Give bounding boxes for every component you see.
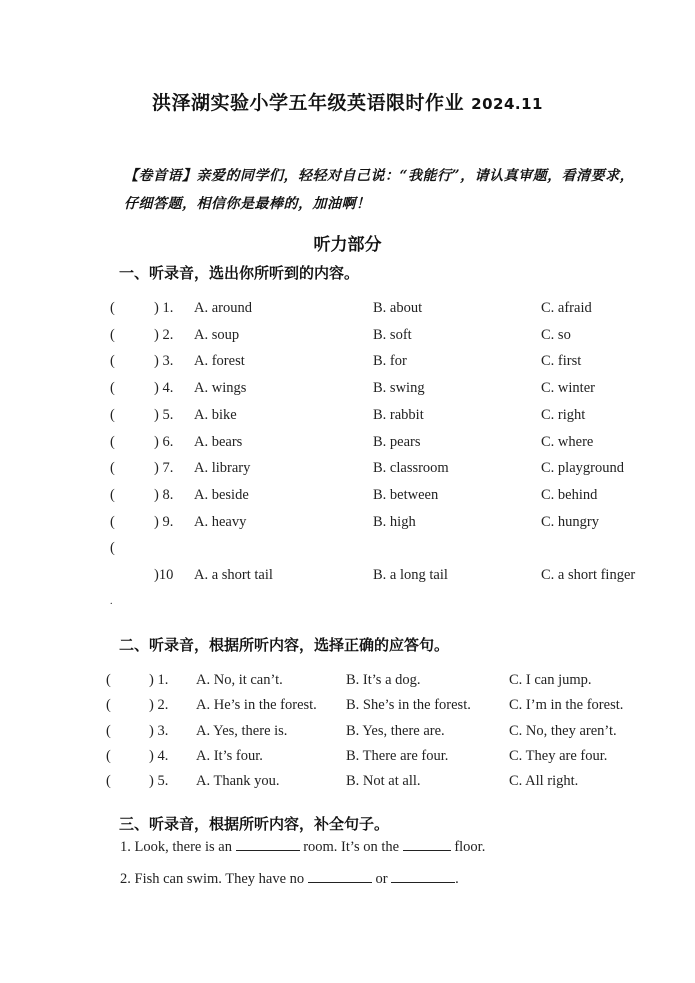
question-row	[0, 697, 695, 721]
question-number: )10	[154, 567, 174, 583]
answer-paren[interactable]: (	[106, 773, 111, 790]
question-row	[0, 327, 695, 351]
question-number: ) 1.	[154, 300, 174, 316]
blank-2[interactable]	[403, 837, 451, 851]
option-c[interactable]: C. No, they aren’t.	[509, 722, 617, 739]
option-b[interactable]: B. classroom	[373, 460, 449, 477]
answer-paren[interactable]: (	[110, 406, 115, 423]
title-text: 洪泽湖实验小学五年级英语限时作业	[152, 92, 465, 114]
option-a[interactable]: A. Thank you.	[196, 773, 280, 790]
title-year: 2024.11	[471, 95, 543, 113]
answer-paren[interactable]: (	[106, 697, 111, 714]
option-c[interactable]: C. winter	[541, 380, 595, 397]
option-a[interactable]: A. No, it can’t.	[196, 672, 283, 688]
answer-paren[interactable]: (	[106, 672, 111, 688]
option-c[interactable]: C. first	[541, 353, 582, 370]
answer-paren[interactable]: (	[106, 747, 111, 764]
question-number: ) 6.	[154, 433, 174, 450]
option-a[interactable]: A. He’s in the forest.	[196, 697, 317, 714]
answer-paren[interactable]: (	[110, 300, 115, 316]
question-number: ) 7.	[154, 460, 174, 477]
option-c[interactable]: C. behind	[541, 486, 598, 503]
option-a[interactable]: A. It’s four.	[196, 747, 263, 764]
option-b[interactable]: B. Yes, there are.	[346, 722, 445, 739]
option-b[interactable]: B. a long tail	[373, 567, 448, 583]
option-c[interactable]: C. hungry	[541, 513, 599, 530]
sentence-2-part3: .	[455, 871, 459, 887]
option-c[interactable]: C. a short finger	[541, 567, 636, 583]
question-row	[0, 773, 695, 797]
option-b[interactable]: B. for	[373, 353, 407, 370]
option-a[interactable]: A. beside	[194, 486, 249, 503]
option-b[interactable]: B. pears	[373, 433, 421, 450]
option-a[interactable]: A. wings	[194, 380, 247, 397]
option-b[interactable]: B. rabbit	[373, 406, 424, 423]
answer-paren[interactable]: (	[110, 486, 115, 503]
option-b[interactable]: B. about	[373, 300, 423, 316]
option-a[interactable]: A. soup	[194, 326, 240, 343]
question-number: ) 8.	[154, 486, 174, 503]
question-row	[0, 300, 695, 324]
sentence-2-part1: 2. Fish can swim. They have no	[120, 871, 308, 887]
option-a[interactable]: A. heavy	[194, 513, 247, 530]
question-row	[0, 460, 695, 484]
option-a[interactable]: A. bike	[194, 406, 237, 423]
option-b[interactable]: B. It’s a dog.	[346, 672, 421, 688]
option-c[interactable]: C. afraid	[541, 300, 592, 316]
answer-paren[interactable]: (	[110, 460, 115, 477]
question-number: ) 2.	[154, 326, 174, 343]
sentence-1	[120, 837, 485, 856]
section3-heading: 三、听录音，根据所听内容，补全句子。	[119, 815, 390, 833]
answer-paren[interactable]: (	[110, 513, 115, 530]
sentence-2	[120, 869, 459, 888]
sentence-2-part2: or	[371, 871, 392, 887]
sentence-1-part1: 1. Look, there is an	[120, 839, 236, 855]
question-number: ) 5.	[154, 406, 174, 423]
answer-paren[interactable]: (	[110, 353, 115, 370]
answer-paren[interactable]: (	[110, 380, 115, 397]
q10-paren[interactable]: (	[110, 540, 115, 556]
option-b[interactable]: B. between	[373, 486, 439, 503]
answer-paren[interactable]: (	[110, 326, 115, 343]
option-b[interactable]: B. Not at all.	[346, 773, 421, 790]
option-a[interactable]: A. a short tail	[194, 567, 273, 583]
question-row	[0, 487, 695, 511]
option-c[interactable]: C. playground	[541, 460, 624, 477]
question-number: ) 9.	[154, 513, 174, 530]
option-c[interactable]: C. They are four.	[509, 747, 608, 764]
question-row	[0, 434, 695, 458]
option-b[interactable]: B. soft	[373, 326, 412, 343]
question-number: ) 5.	[149, 773, 169, 790]
question-number: ) 3.	[149, 722, 169, 739]
option-b[interactable]: B. There are four.	[346, 747, 449, 764]
question-number: ) 4.	[154, 380, 174, 397]
section1-heading: 一、听录音，选出你所听到的内容。	[119, 264, 360, 282]
option-a[interactable]: A. bears	[194, 433, 243, 450]
question-row	[0, 380, 695, 404]
question-row	[0, 748, 695, 772]
option-c[interactable]: C. I can jump.	[509, 672, 592, 688]
option-c[interactable]: C. so	[541, 326, 571, 343]
blank-3[interactable]	[308, 869, 372, 883]
blank-4[interactable]	[391, 869, 455, 883]
question-number: ) 1.	[149, 672, 169, 688]
answer-paren[interactable]: (	[106, 722, 111, 739]
question-row	[0, 723, 695, 747]
question-row	[0, 407, 695, 431]
question-row	[0, 567, 695, 591]
option-c[interactable]: C. where	[541, 433, 594, 450]
page-title	[0, 88, 695, 115]
option-a[interactable]: A. library	[194, 460, 251, 477]
option-b[interactable]: B. swing	[373, 380, 425, 397]
section2-heading: 二、听录音，根据所听内容，选择正确的应答句。	[119, 636, 450, 654]
option-b[interactable]: B. She’s in the forest.	[346, 697, 471, 714]
sentence-1-part2: room. It’s on the	[299, 839, 403, 855]
option-b[interactable]: B. high	[373, 513, 416, 530]
option-a[interactable]: A. Yes, there is.	[196, 722, 288, 739]
answer-paren[interactable]: (	[110, 433, 115, 450]
question-number: ) 3.	[154, 353, 174, 370]
stray-dot-line	[0, 596, 695, 620]
option-c[interactable]: C. right	[541, 406, 586, 423]
question-row	[0, 514, 695, 538]
option-c[interactable]: C. I’m in the forest.	[509, 697, 624, 714]
stray-dot: .	[110, 596, 113, 607]
blank-1[interactable]	[236, 837, 300, 851]
intro-text: 【卷首语】亲爱的同学们，轻轻对自己说：“我能行”，请认真审题，看清要求，仔细答题，相信你是最棒的，加油啊！	[124, 168, 635, 212]
option-c[interactable]: C. All right.	[509, 773, 579, 790]
question-number: ) 2.	[149, 697, 169, 714]
part-title: 听力部分	[313, 235, 382, 255]
question-row	[0, 353, 695, 377]
question-number: ) 4.	[149, 747, 169, 764]
question-row	[0, 672, 695, 696]
option-a[interactable]: A. forest	[194, 353, 245, 370]
q10-paren-line	[0, 540, 695, 564]
sentence-1-part3: floor.	[450, 839, 486, 855]
option-a[interactable]: A. around	[194, 300, 252, 316]
